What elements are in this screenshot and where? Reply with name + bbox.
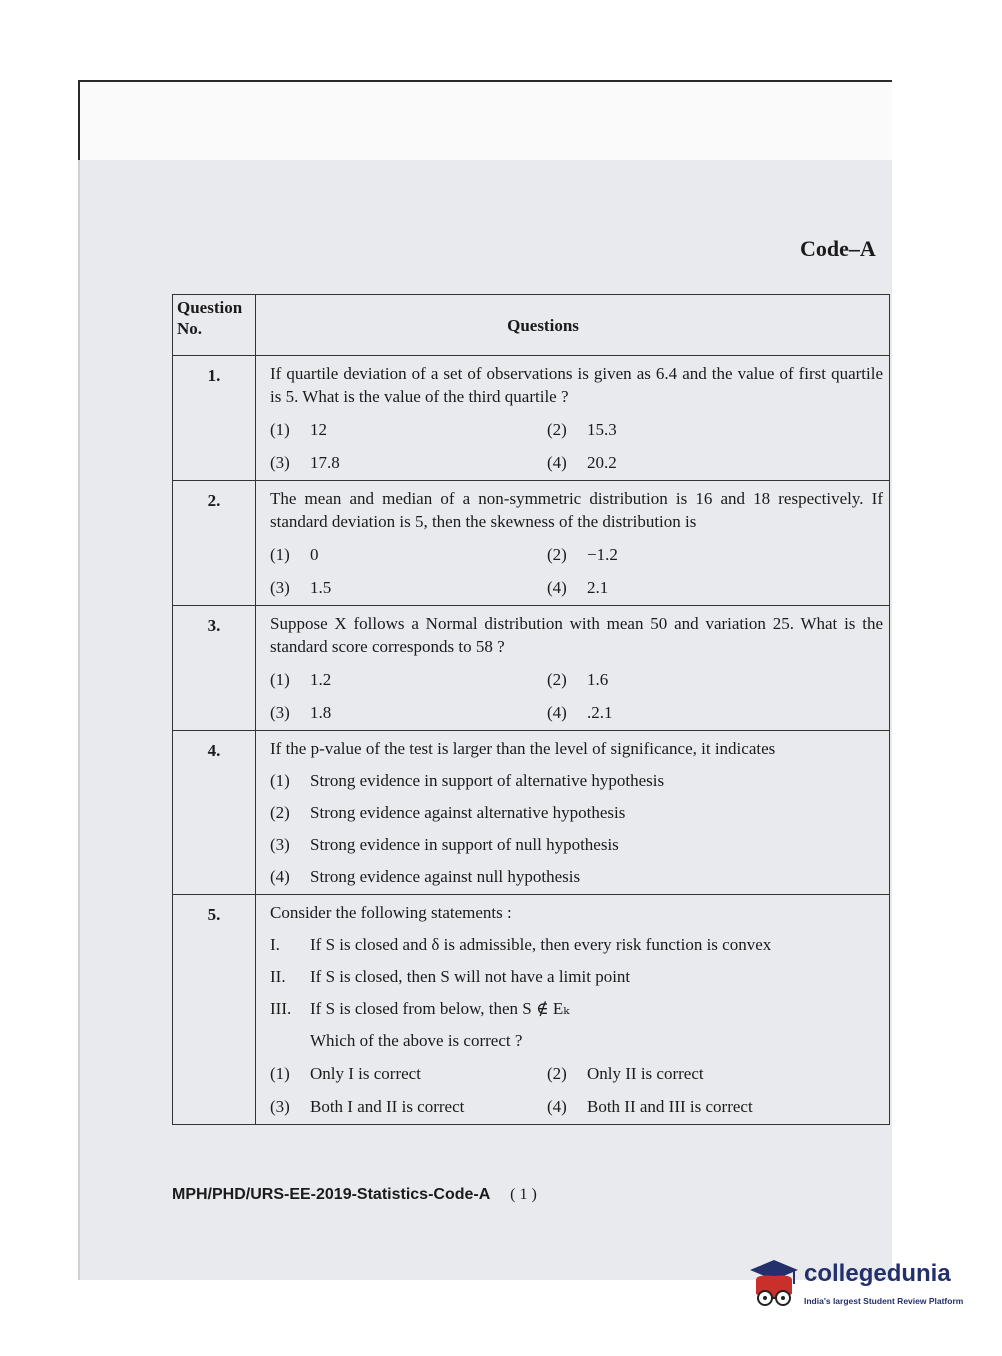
option-label: (3) [270,835,290,854]
question-row [173,895,890,1125]
option [270,668,547,691]
option-label: (2) [547,420,567,439]
option-text: 15.3 [587,420,617,439]
paper-code: Code–A [800,236,876,261]
statement-label: II. [270,967,286,986]
option [270,833,883,856]
option-text: Both II and III is correct [587,1097,753,1116]
option-text: 12 [310,420,327,439]
question-number: 5. [173,895,256,1125]
prompt-text: Which of the above is correct ? [310,1031,523,1050]
option-label: (4) [270,867,290,886]
header-question-no: Question No. [173,295,256,356]
options-grid [270,543,883,599]
option-label: (1) [270,771,290,790]
question-row [173,731,890,895]
option [547,451,883,474]
option-label: (2) [270,803,290,822]
option-text: Strong evidence against null hypothesis [310,867,581,886]
question-stem: If quartile deviation of a set of observations is given as 6.4 and the value of first quartile is 5. What is the value of the third quartile ? [270,364,883,406]
option-label: (3) [270,703,290,722]
option [547,543,883,566]
option [270,576,547,599]
option-text: 2.1 [587,578,609,597]
graduate-mascot-icon [748,1258,800,1314]
option [547,1095,883,1118]
option [547,418,883,441]
option-label: (1) [270,545,290,564]
question-body [256,481,890,606]
question-stem: Suppose X follows a Normal distribution with mean 50 and variation 25. What is the standard score corresponds to 58 ? [270,614,883,656]
footer-code: MPH/PHD/URS-EE-2019-Statistics-Code-A [172,1186,490,1203]
header-questions: Questions [256,295,890,356]
option [547,576,883,599]
statement-text: If S is closed and δ is admissible, then every risk function is convex [310,935,772,954]
options-grid [270,668,883,724]
question-row [173,356,890,481]
option-text: 1.8 [310,703,332,722]
option-text: Strong evidence in support of alternative hypothesis [310,771,665,790]
collegedunia-logo [748,1258,978,1318]
statement-label: I. [270,935,280,954]
option-label: (4) [547,453,567,472]
option-label: (4) [547,703,567,722]
question-row [173,481,890,606]
option [270,1095,547,1118]
option [547,668,883,691]
option-text: 1.5 [310,578,332,597]
question-number: 2. [173,481,256,606]
option [547,1062,883,1085]
question-body [256,895,890,1125]
questions-table [172,294,890,1125]
option-text: Only II is correct [587,1064,704,1083]
option [270,543,547,566]
question-number: 4. [173,731,256,895]
option [547,701,883,724]
options-grid [270,1062,883,1118]
option-text: 17.8 [310,453,340,472]
option-text: 1.2 [310,670,332,689]
option-label: (2) [547,545,567,564]
option-label: (1) [270,1064,290,1083]
statement [270,965,883,988]
question-stem: If the p-value of the test is larger than the level of significance, it indicates [270,739,776,758]
option-label: (3) [270,578,290,597]
question-number: 3. [173,606,256,731]
question-number: 1. [173,356,256,481]
option-label: (2) [547,1064,567,1083]
question-body [256,731,890,895]
option-text: Only I is correct [310,1064,421,1083]
option-label: (3) [270,453,290,472]
statement [270,933,883,956]
option [270,451,547,474]
option [270,865,883,888]
option [270,701,547,724]
option [270,1062,547,1085]
option-text: .2.1 [587,703,613,722]
scan-header-strip [78,80,892,164]
question-body [256,606,890,731]
page-footer [172,1186,537,1204]
question-body [256,356,890,481]
option-text: Strong evidence in support of null hypothesis [310,835,619,854]
options-grid [270,418,883,474]
option-label: (1) [270,670,290,689]
option [270,418,547,441]
option-label: (1) [270,420,290,439]
option-text: 20.2 [587,453,617,472]
option [270,769,883,792]
statement [270,997,883,1020]
statements-list [270,933,883,1052]
option-label: (4) [547,578,567,597]
brand-tagline: India's largest Student Review Platform [804,1296,964,1306]
options-list [270,769,883,888]
option-text: −1.2 [587,545,618,564]
option-text: 1.6 [587,670,609,689]
question-stem: The mean and median of a non-symmetric distribution is 16 and 18 respectively. If standard deviation is 5, then the skewness of the distribution is [270,489,883,531]
statement-text: If S is closed, then S will not have a limit point [310,967,631,986]
option-text: Strong evidence against alternative hypothesis [310,803,626,822]
option [270,801,883,824]
brand-name: collegedunia [804,1260,951,1287]
page-number: ( 1 ) [510,1186,537,1203]
option-label: (4) [547,1097,567,1116]
question-row [173,606,890,731]
option-text: 0 [310,545,319,564]
option-label: (2) [547,670,567,689]
statement-text: If S is closed from below, then S ∉ Eₖ [310,999,570,1018]
question-stem: Consider the following statements : [270,903,512,922]
table-header [173,295,890,356]
statement-label: III. [270,999,292,1018]
option-label: (3) [270,1097,290,1116]
prompt [270,1029,883,1052]
option-text: Both I and II is correct [310,1097,465,1116]
